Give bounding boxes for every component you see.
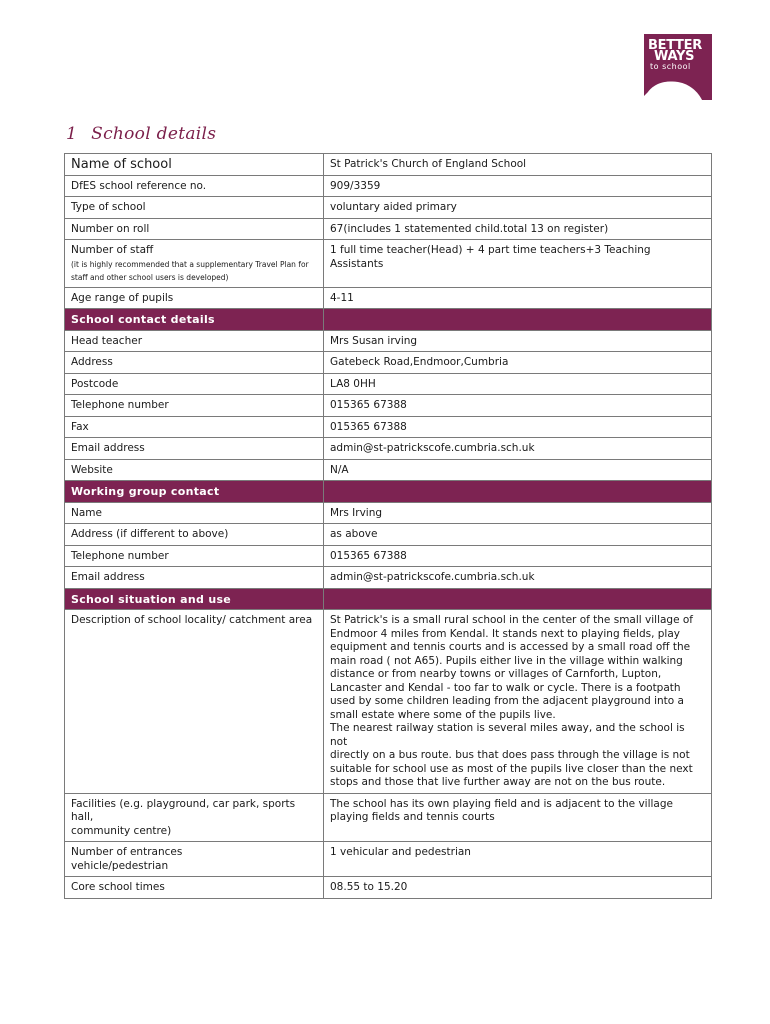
- section-header: School contact details: [65, 309, 324, 331]
- row-label-cell: [65, 793, 324, 842]
- text-line: 08.55 to 15.20: [330, 881, 408, 893]
- text-line: Lancaster and Kendal - too far to walk or cycle. There is a footpath: [330, 681, 681, 694]
- row-value: 909/3359: [324, 175, 712, 197]
- staff-note: (it is highly recommended that a supplementary Travel Plan for staff and other school users is developed): [71, 259, 309, 282]
- row-label: Email address: [65, 567, 324, 589]
- row-value: Mrs Susan irving: [324, 330, 712, 352]
- text-line: distance or from nearby towns or villages of Carnforth, Lupton,: [330, 668, 662, 680]
- text-line: Core school times: [71, 881, 165, 893]
- row-value: St Patrick's Church of England School: [324, 154, 712, 176]
- row-label: Name of school: [65, 154, 324, 176]
- table-row: [65, 197, 712, 219]
- section-header-row: [65, 481, 712, 503]
- logo-line3: to school: [650, 62, 691, 71]
- row-value: 015365 67388: [324, 416, 712, 438]
- row-label: Website: [65, 459, 324, 481]
- table-row: [65, 524, 712, 546]
- section-header-blank: [324, 481, 712, 503]
- row-label: Telephone number: [65, 395, 324, 417]
- text-line: stops and those that live further away are not on the bus route.: [330, 776, 666, 788]
- table-row: [65, 416, 712, 438]
- table-row: [65, 373, 712, 395]
- table-row: [65, 610, 712, 794]
- table-row: [65, 793, 712, 842]
- row-label: Age range of pupils: [65, 287, 324, 309]
- text-line: main road ( not A65). Pupils either live in the village within walking: [330, 654, 683, 667]
- row-value: voluntary aided primary: [324, 197, 712, 219]
- text-line: directly on a bus route. bus that does pass through the village is not: [330, 749, 690, 761]
- section-header-row: [65, 309, 712, 331]
- table-row: [65, 330, 712, 352]
- row-label: Address: [65, 352, 324, 374]
- locality-description: [324, 610, 712, 794]
- table-row: [65, 352, 712, 374]
- entrances-value: [324, 842, 712, 877]
- section-header: School situation and use: [65, 588, 324, 610]
- table-row: [65, 240, 712, 288]
- row-label: Head teacher: [65, 330, 324, 352]
- section-header-blank: [324, 588, 712, 610]
- row-value: 67(includes 1 statemented child.total 13 on register): [324, 218, 712, 240]
- row-value: N/A: [324, 459, 712, 481]
- better-ways-logo: [644, 34, 712, 100]
- table-row: [65, 218, 712, 240]
- text-line: The nearest railway station is several miles away, and the school is not: [330, 722, 685, 748]
- row-label-cell: [65, 842, 324, 877]
- table-row: [65, 502, 712, 524]
- table-row: [65, 175, 712, 197]
- row-label: Telephone number: [65, 545, 324, 567]
- row-label: DfES school reference no.: [65, 175, 324, 197]
- section-number: 1: [66, 124, 78, 144]
- row-value: 4-11: [324, 287, 712, 309]
- text-line: Facilities (e.g. playground, car park, sports hall,: [71, 797, 296, 823]
- row-label: Number of staff: [71, 244, 154, 256]
- logo-line1: BETTER: [648, 38, 702, 53]
- row-label: Type of school: [65, 197, 324, 219]
- row-label: Address (if different to above): [65, 524, 324, 546]
- text-line: playing fields and tennis courts: [330, 811, 495, 823]
- text-line: vehicle/pedestrian: [71, 859, 169, 872]
- text-line: community centre): [71, 824, 172, 837]
- text-line: St Patrick's is a small rural school in the center of the small village of: [330, 614, 694, 626]
- row-label-cell: [65, 240, 324, 288]
- row-value: 1 full time teacher(Head) + 4 part time teachers+3 Teaching Assistants: [324, 240, 712, 288]
- row-value: Mrs Irving: [324, 502, 712, 524]
- text-line: suitable for school use as most of the pupils live closer than the next: [330, 762, 693, 775]
- logo-line2: WAYS: [654, 49, 695, 64]
- row-label: Postcode: [65, 373, 324, 395]
- row-label-cell: [65, 877, 324, 899]
- section-title: School details: [91, 124, 217, 144]
- text-line: Endmoor 4 miles from Kendal. It stands next to playing fields, play: [330, 627, 680, 640]
- text-line: small estate where some of the pupils live.: [330, 708, 556, 721]
- row-label: Email address: [65, 438, 324, 460]
- school-details-table: [64, 153, 712, 899]
- section-header-row: [65, 588, 712, 610]
- section-header-blank: [324, 309, 712, 331]
- row-value: admin@st-patrickscofe.cumbria.sch.uk: [324, 567, 712, 589]
- row-label: Description of school locality/ catchment area: [65, 610, 324, 794]
- table-row: [65, 287, 712, 309]
- row-label: Fax: [65, 416, 324, 438]
- table-row: [65, 395, 712, 417]
- row-value: 015365 67388: [324, 545, 712, 567]
- facilities-value: [324, 793, 712, 842]
- text-line: The school has its own playing field and is adjacent to the village: [330, 797, 673, 810]
- section-heading: [66, 124, 216, 144]
- table-row: [65, 842, 712, 877]
- row-value: admin@st-patrickscofe.cumbria.sch.uk: [324, 438, 712, 460]
- table-row: [65, 877, 712, 899]
- row-value: Gatebeck Road,Endmoor,Cumbria: [324, 352, 712, 374]
- text-line: equipment and tennis courts and is accessed by a small road off the: [330, 641, 691, 653]
- row-label: Name: [65, 502, 324, 524]
- table-row: [65, 154, 712, 176]
- section-header: Working group contact: [65, 481, 324, 503]
- row-value: LA8 0HH: [324, 373, 712, 395]
- row-value: 015365 67388: [324, 395, 712, 417]
- table-row: [65, 459, 712, 481]
- text-line: used by some children leading from the adjacent playground into a: [330, 695, 684, 707]
- text-line: 1 vehicular and pedestrian: [330, 846, 471, 858]
- table-row: [65, 545, 712, 567]
- row-label: Number on roll: [65, 218, 324, 240]
- text-line: Number of entrances: [71, 846, 183, 858]
- table-row: [65, 438, 712, 460]
- row-value: as above: [324, 524, 712, 546]
- times-value: [324, 877, 712, 899]
- table-row: [65, 567, 712, 589]
